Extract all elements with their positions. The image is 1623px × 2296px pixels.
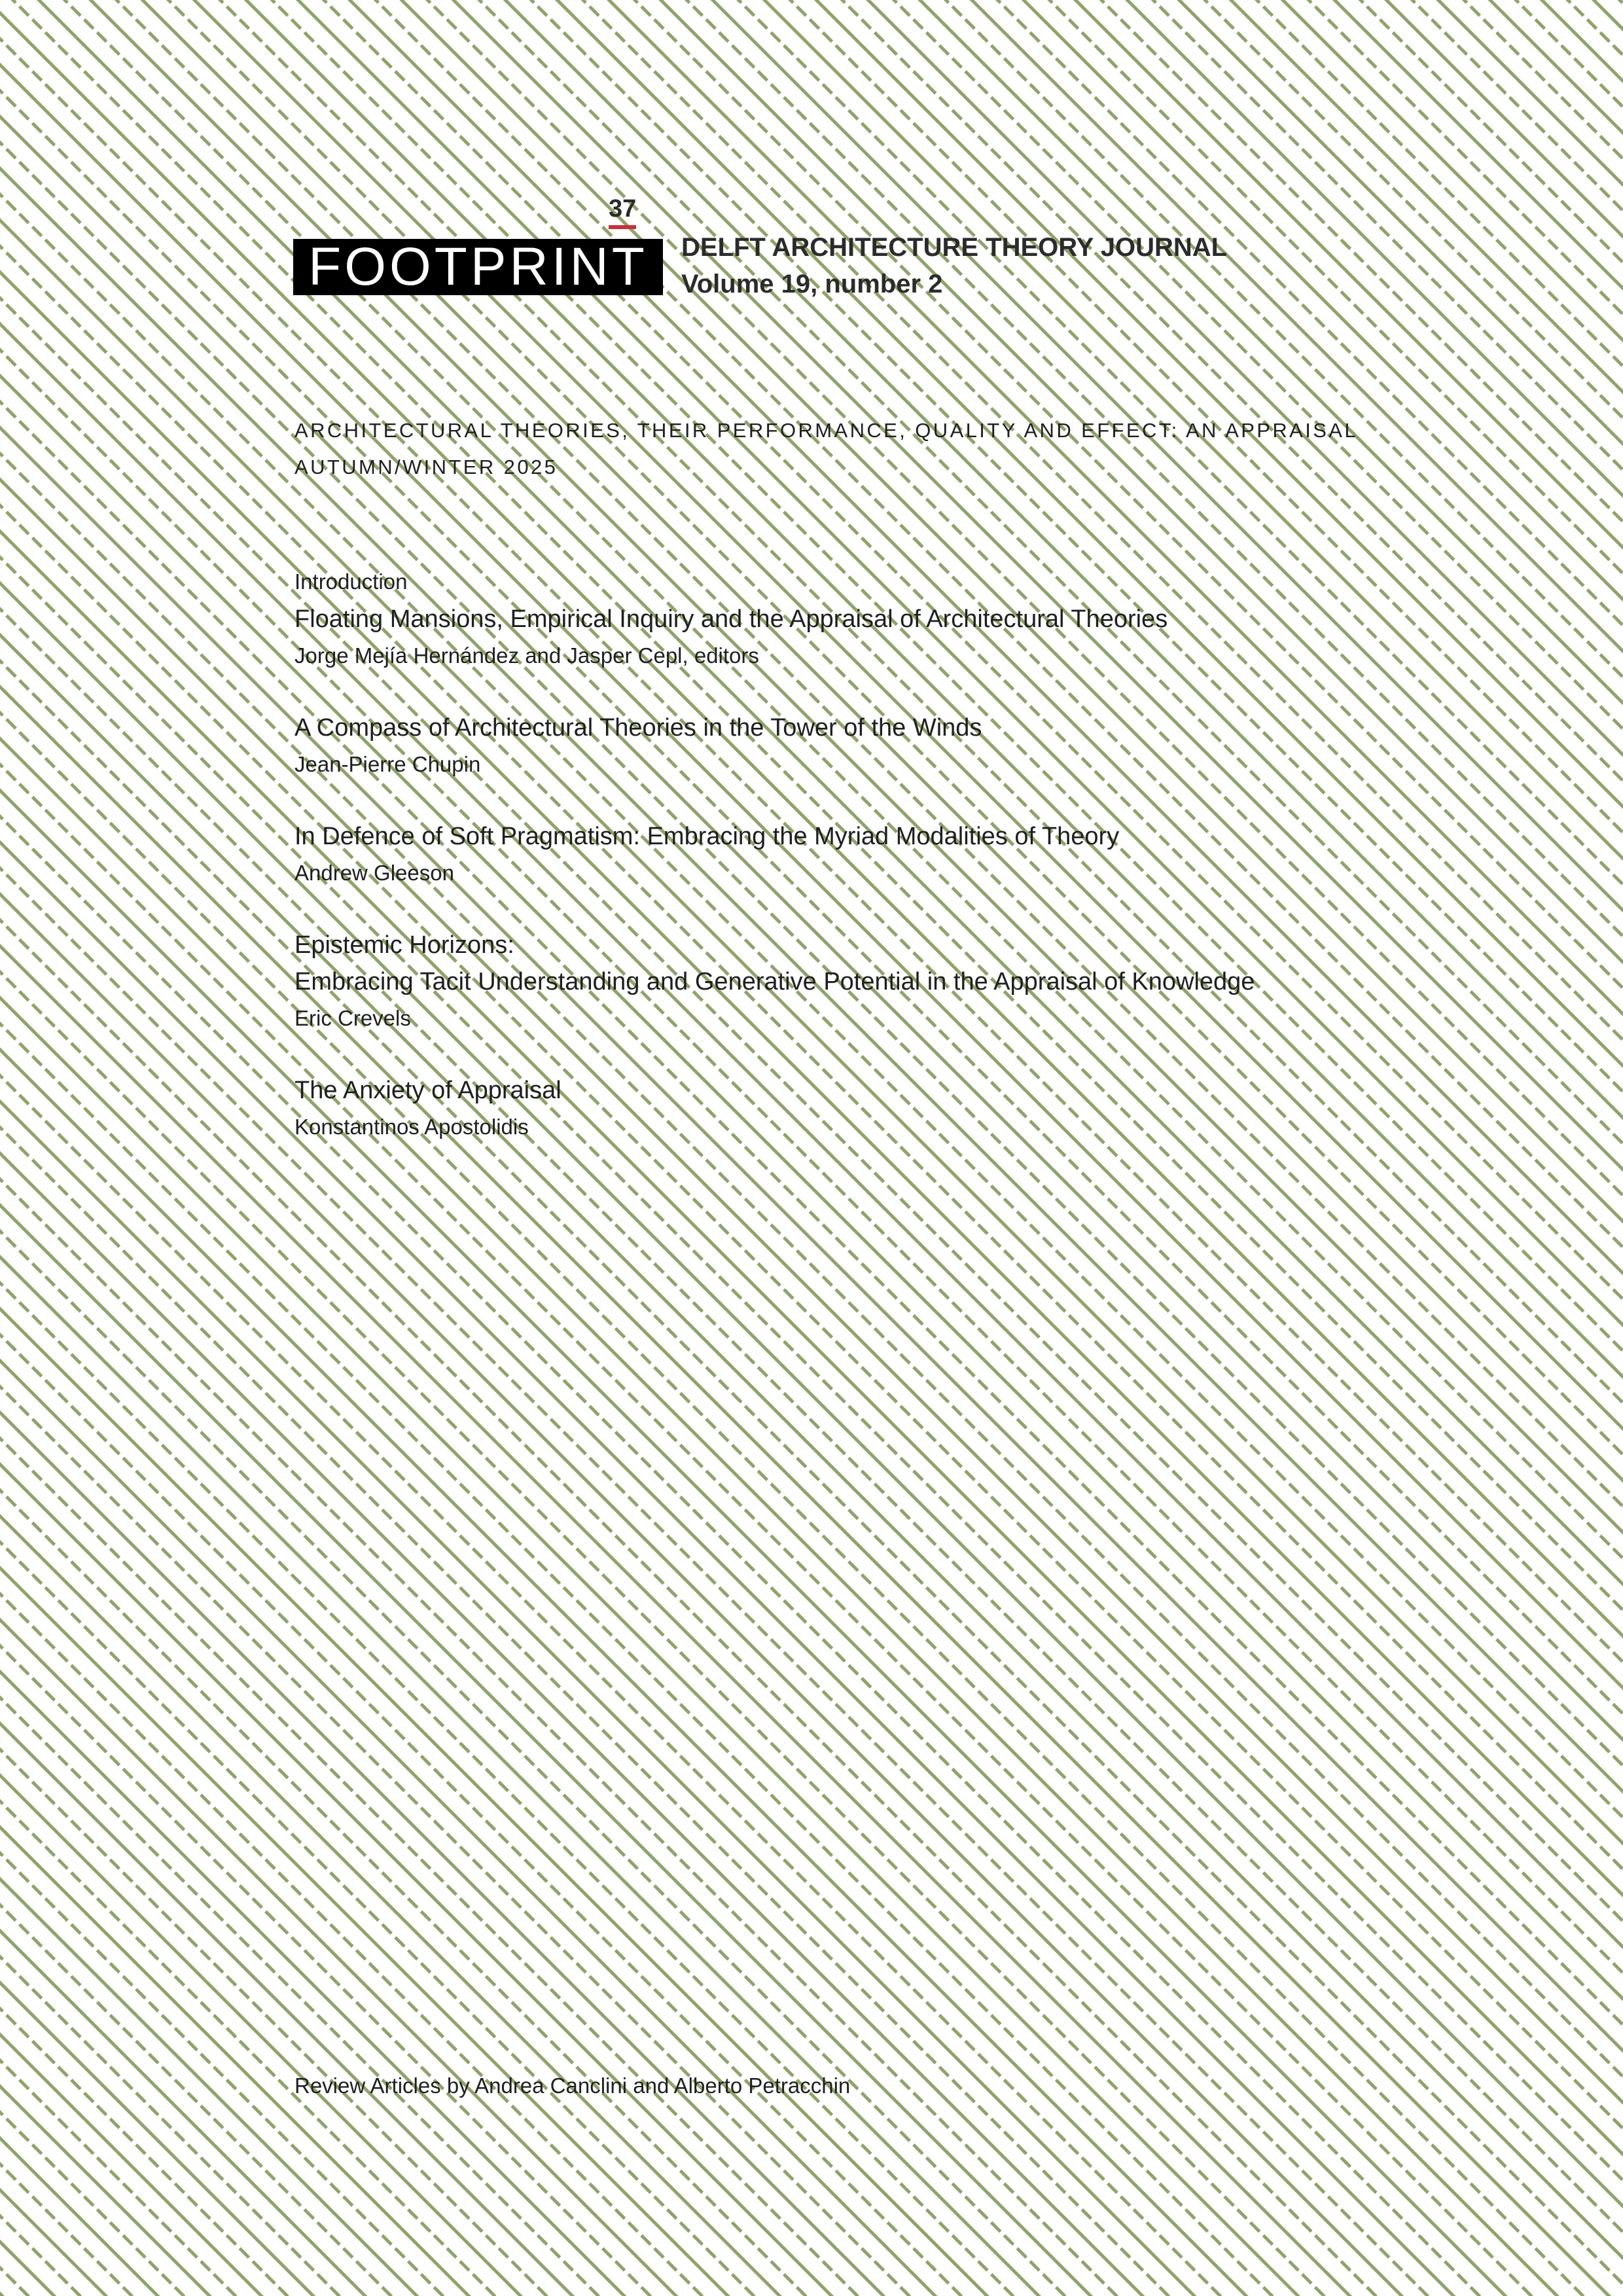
issue-theme: ARCHITECTURAL THEORIES, THEIR PERFORMANCE, QUALITY AND EFFECT: AN APPRAISAL xyxy=(294,419,1359,442)
contents-entry xyxy=(294,927,1407,1037)
entry-title: Epistemic Horizons: xyxy=(294,931,514,959)
entry-title: The Anxiety of Appraisal xyxy=(294,1077,562,1104)
entry-kicker: Introduction xyxy=(294,569,408,594)
contents-entry xyxy=(294,709,1407,783)
footprint-logo xyxy=(293,239,663,295)
issue-season: AUTUMN/WINTER 2025 xyxy=(294,456,558,478)
entry-title-line-2: Embracing Tacit Understanding and Generative Potential in the Appraisal of Knowledge xyxy=(294,968,1255,996)
journal-name: DELFT ARCHITECTURE THEORY JOURNAL xyxy=(681,233,1228,262)
entry-title: In Defence of Soft Pragmatism: Embracing the Myriad Modalities of Theory xyxy=(294,823,1120,850)
table-of-contents xyxy=(294,563,1407,1181)
logo-text: FOOTPRINT xyxy=(308,237,648,296)
issue-number: 37 xyxy=(609,196,636,229)
contents-entry xyxy=(294,1072,1407,1145)
contents-entry-introduction xyxy=(294,563,1407,674)
entry-title: Floating Mansions, Empirical Inquiry and the Appraisal of Architectural Theories xyxy=(294,605,1168,633)
entry-author: Eric Crevels xyxy=(294,1006,411,1030)
entry-author: Jorge Mejía Hernández and Jasper Cepl, editors xyxy=(294,643,759,668)
review-articles-note: Review Articles by Andrea Canclini and Alberto Petracchin xyxy=(294,2073,851,2098)
entry-author: Konstantinos Apostolidis xyxy=(294,1115,529,1139)
contents-entry xyxy=(294,818,1407,891)
entry-title: A Compass of Architectural Theories in the Tower of the Winds xyxy=(294,714,982,742)
entry-author: Andrew Gleeson xyxy=(294,861,454,885)
volume-number: Volume 19, number 2 xyxy=(681,270,943,298)
entry-author: Jean-Pierre Chupin xyxy=(294,752,481,776)
